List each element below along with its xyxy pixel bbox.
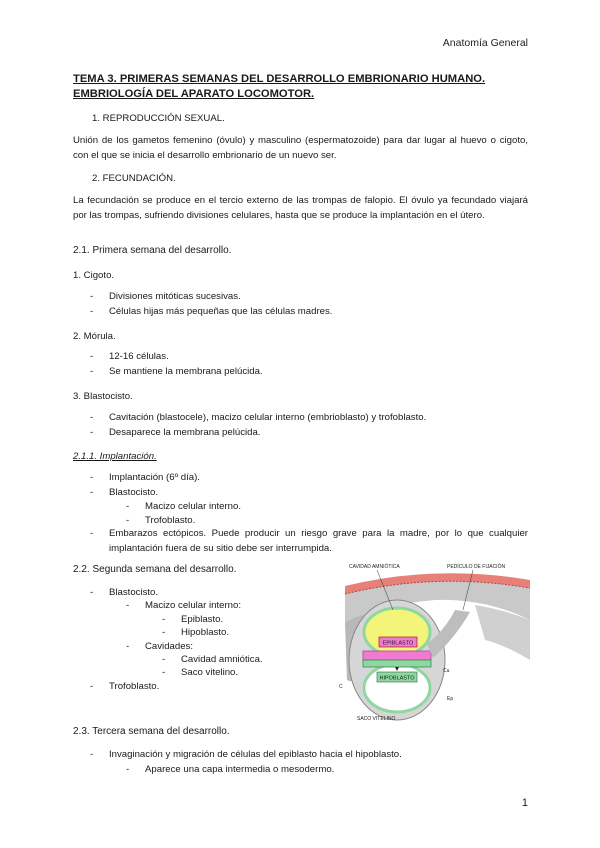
label-epiblasto: EPIBLASTO	[382, 640, 414, 647]
list-item: - Implantación (6º día).	[90, 472, 200, 483]
list-item: - Desaparece la membrana pelúcida.	[90, 427, 261, 438]
list-item: - Blastocisto.	[90, 587, 159, 598]
label-pediculo: PEDÍCULO DE FIJACIÓN	[447, 564, 506, 570]
list-item: - Células hijas más pequeñas que las células madres.	[90, 306, 333, 317]
week2-heading: 2.2. Segunda semana del desarrollo.	[73, 564, 237, 575]
cigoto-title: 1. Cigoto.	[73, 270, 115, 281]
list-item: - Divisiones mitóticas sucesivas.	[90, 291, 241, 302]
list-item: - Cavidades:	[126, 641, 193, 652]
list-item: - Invaginación y migración de células del epiblasto hacia el hipoblasto.	[90, 749, 402, 760]
list-item: - Blastocisto.	[90, 487, 159, 498]
label-hipoblasto: HIPOBLASTO	[379, 675, 415, 682]
list-item: - Macizo celular interno:	[126, 600, 241, 611]
implantacion-heading: 2.1.1. Implantación.	[73, 451, 157, 462]
blastocisto-title: 3. Blastocisto.	[73, 391, 133, 402]
morula-title: 2. Mórula.	[73, 331, 116, 342]
list-item: - Hipoblasto.	[162, 627, 229, 638]
week3-heading: 2.3. Tercera semana del desarrollo.	[73, 726, 230, 737]
list-item: - Aparece una capa intermedia o mesodermo.	[126, 764, 335, 775]
list-item: - Trofoblasto.	[90, 681, 160, 692]
section-2-heading: 2. FECUNDACIÓN.	[92, 173, 176, 184]
label-ep: Ep	[447, 696, 454, 702]
list-item: - Embarazos ectópicos. Puede producir un riesgo grave para la madre, por lo que cualquier implantación fuera de su sitio debe ser interrumpida.	[90, 528, 528, 554]
label-saco-vitelino: SACO VITELINO	[357, 716, 396, 722]
week1-heading: 2.1. Primera semana del desarrollo.	[73, 245, 232, 256]
list-item: - Cavitación (blastocele), macizo celular interno (embrioblasto) y trofoblasto.	[90, 412, 427, 423]
section-1-heading: 1. REPRODUCCIÓN SEXUAL.	[92, 113, 225, 124]
list-item: - Epiblasto.	[162, 614, 224, 625]
list-item: - Cavidad amniótica.	[162, 654, 263, 665]
label-cavidad-amniotica: CAVIDAD AMNIÓTICA	[349, 564, 400, 570]
list-item: - Macizo celular interno.	[126, 501, 241, 512]
list-item: - Saco vitelino.	[162, 667, 239, 678]
label-cu: Cu	[443, 668, 450, 674]
page-title: TEMA 3. PRIMERAS SEMANAS DEL DESARROLLO EMBRIONARIO HUMANO. EMBRIOLOGÍA DEL APARATO LOCOMOTOR.	[73, 73, 486, 100]
label-c: C	[339, 684, 343, 690]
section-2-text: La fecundación se produce en el tercio externo de las trompas de falopio. El óvulo ya fecundado viajará por las trompas, sufriendo divisiones celulares, hasta que se produce la implantación en el útero.	[73, 195, 528, 221]
section-1-text: Unión de los gametos femenino (óvulo) y masculino (espermatozoide) para dar lugar al huevo o cigoto, con el que se inicia el desarrollo embrionario de un nuevo ser.	[73, 135, 528, 161]
list-item: - Se mantiene la membrana pelúcida.	[90, 366, 263, 377]
list-item: - Trofoblasto.	[126, 515, 196, 526]
embryo-figure	[335, 560, 535, 723]
page-number: 1	[521, 797, 528, 809]
list-item: - 12-16 células.	[90, 351, 169, 362]
header-course: Anatomía General	[442, 37, 528, 49]
